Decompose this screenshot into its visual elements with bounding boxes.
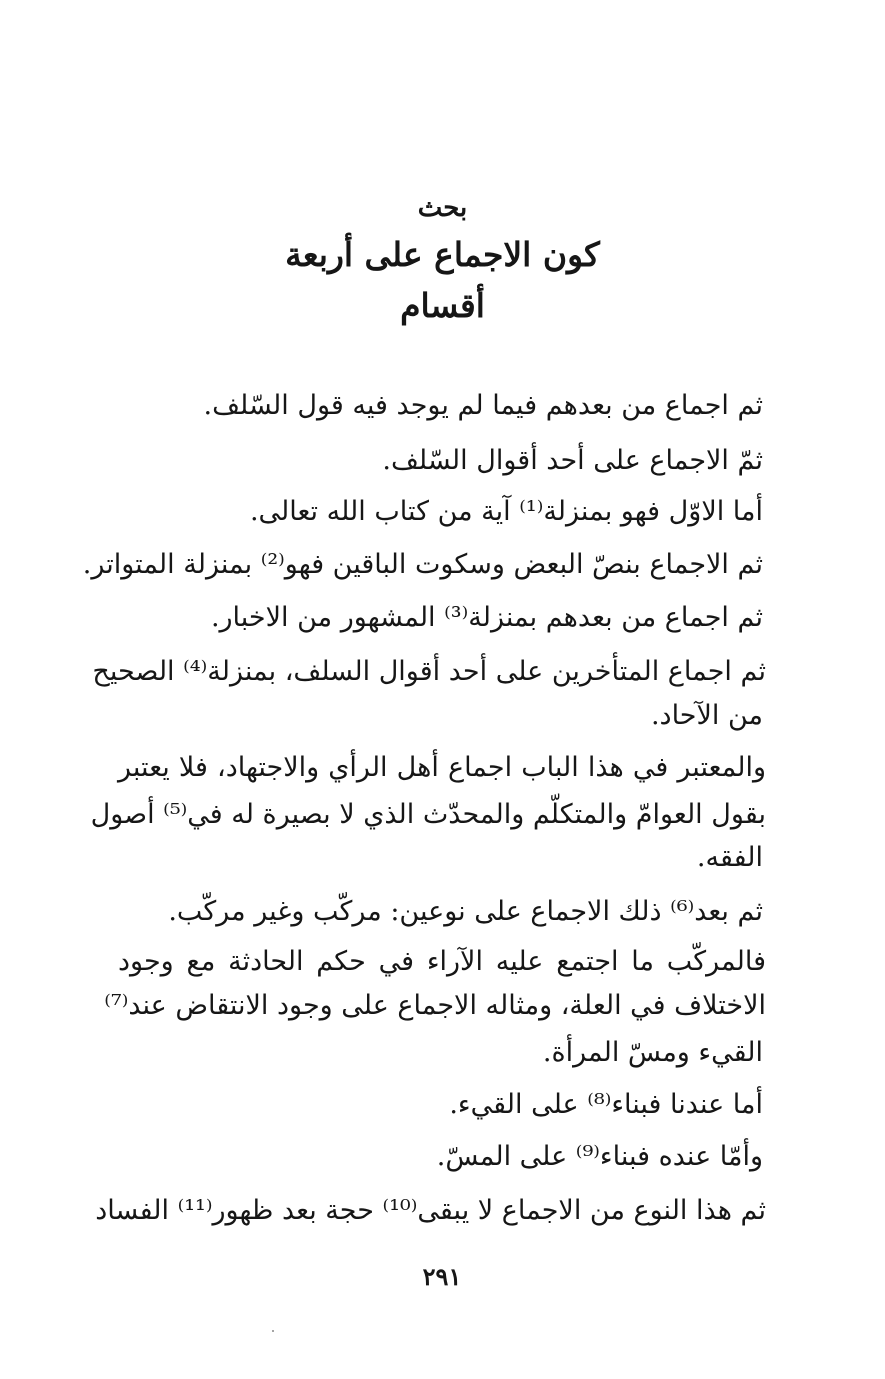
text-line: ثم اجماع من بعدهم فيما لم يوجد فيه قول السّلف.	[203, 390, 763, 421]
text-line: ثمّ الاجماع على أحد أقوال السّلف.	[382, 445, 763, 476]
text-line: من الآحاد.	[650, 700, 763, 731]
section-title-line-2: أقسام	[400, 286, 485, 325]
text-line: فالمركّب ما اجتمع عليه الآراء في حكم الحادثة مع وجود	[118, 946, 766, 977]
text-line: أما الاوّل فهو بمنزلة⁽¹⁾ آية من كتاب الله تعالى.	[249, 496, 763, 527]
paper-speck	[272, 1330, 274, 1332]
text-line: ثم الاجماع بنصّ البعض وسكوت الباقين فهو⁽²⁾ بمنزلة المتواتر.	[82, 549, 763, 580]
page-number: ٢٩١	[422, 1262, 462, 1291]
text-line: بقول العوامّ والمتكلّم والمحدّث الذي لا بصيرة له في⁽⁵⁾ أصول	[90, 799, 766, 830]
section-title-line-1: كون الاجماع على أربعة	[285, 235, 600, 274]
text-line: الاختلاف في العلة، ومثاله الاجماع على وجود الانتقاض عند⁽⁷⁾	[104, 990, 766, 1021]
text-line: وأمّا عنده فبناء⁽⁹⁾ على المسّ.	[436, 1141, 763, 1172]
text-line: أما عندنا فبناء⁽⁸⁾ على القيء.	[449, 1089, 763, 1120]
text-line: القيء ومسّ المرأة.	[542, 1037, 763, 1068]
text-line: ثم هذا النوع من الاجماع لا يبقى⁽¹⁰⁾ حجة بعد ظهور⁽¹¹⁾ الفساد	[95, 1195, 766, 1226]
section-label: بحث	[417, 193, 468, 223]
text-line: ثم اجماع المتأخرين على أحد أقوال السلف، بمنزلة⁽⁴⁾ الصحيح	[92, 656, 766, 687]
text-line: والمعتبر في هذا الباب اجماع أهل الرأي والاجتهاد، فلا يعتبر	[118, 752, 766, 783]
text-line: ثم بعد⁽⁶⁾ ذلك الاجماع على نوعين: مركّب وغير مركّب.	[168, 896, 763, 927]
text-line: الفقه.	[696, 842, 763, 873]
text-line: ثم اجماع من بعدهم بمنزلة⁽³⁾ المشهور من الاخبار.	[210, 602, 763, 633]
